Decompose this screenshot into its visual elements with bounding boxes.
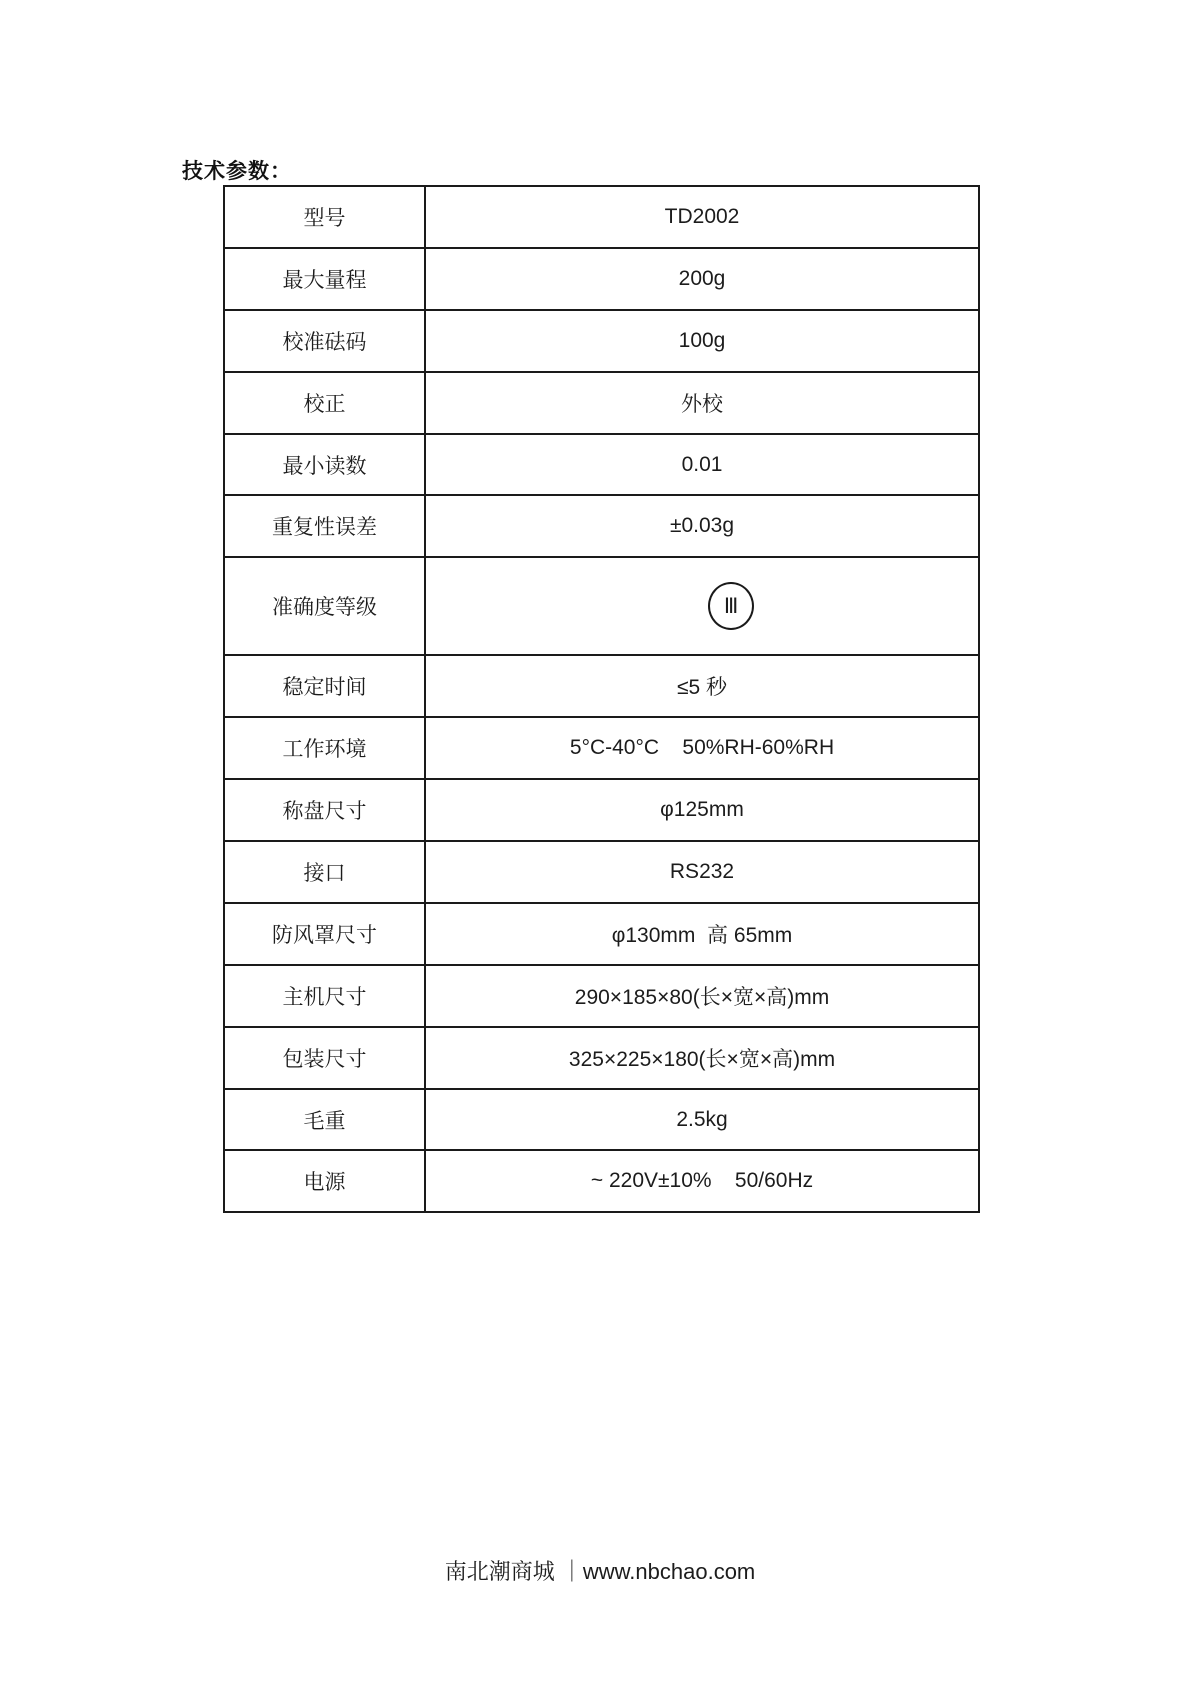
spec-value: 290×185×80(长×宽×高)mm xyxy=(425,965,979,1027)
table-row xyxy=(224,434,979,496)
spec-label: 毛重 xyxy=(224,1089,425,1151)
spec-label: 准确度等级 xyxy=(224,557,425,655)
table-row xyxy=(224,310,979,372)
spec-label: 最大量程 xyxy=(224,248,425,310)
spec-value xyxy=(425,557,979,655)
spec-value: ~ 220V±10% 50/60Hz xyxy=(425,1150,979,1212)
table-row xyxy=(224,1150,979,1212)
table-row xyxy=(224,903,979,965)
spec-value: 200g xyxy=(425,248,979,310)
spec-label: 最小读数 xyxy=(224,434,425,496)
table-row xyxy=(224,557,979,655)
spec-value: ≤5 秒 xyxy=(425,655,979,717)
spec-label: 包装尺寸 xyxy=(224,1027,425,1089)
spec-label: 称盘尺寸 xyxy=(224,779,425,841)
spec-label: 接口 xyxy=(224,841,425,903)
table-row xyxy=(224,841,979,903)
table-row xyxy=(224,779,979,841)
spec-label: 型号 xyxy=(224,186,425,248)
footer xyxy=(0,1555,1200,1586)
spec-value: 100g xyxy=(425,310,979,372)
spec-label: 工作环境 xyxy=(224,717,425,779)
table-row xyxy=(224,372,979,434)
spec-value: TD2002 xyxy=(425,186,979,248)
spec-label: 校正 xyxy=(224,372,425,434)
table-row xyxy=(224,495,979,557)
spec-label: 校准砝码 xyxy=(224,310,425,372)
table-row xyxy=(224,1027,979,1089)
spec-value: RS232 xyxy=(425,841,979,903)
spec-value: ±0.03g xyxy=(425,495,979,557)
spec-value: φ130mm 高 65mm xyxy=(425,903,979,965)
spec-value: 外校 xyxy=(425,372,979,434)
table-row xyxy=(224,655,979,717)
table-row xyxy=(224,248,979,310)
accuracy-class-circle xyxy=(708,582,754,630)
table-row xyxy=(224,717,979,779)
table-row xyxy=(224,965,979,1027)
spec-label: 防风罩尺寸 xyxy=(224,903,425,965)
spec-value: 325×225×180(长×宽×高)mm xyxy=(425,1027,979,1089)
spec-value: 0.01 xyxy=(425,434,979,496)
accuracy-class-numeral: Ⅲ xyxy=(723,594,739,618)
page-title: 技术参数： xyxy=(182,160,292,183)
spec-value: φ125mm xyxy=(425,779,979,841)
table-row xyxy=(224,186,979,248)
spec-label: 稳定时间 xyxy=(224,655,425,717)
spec-label: 重复性误差 xyxy=(224,495,425,557)
table-row xyxy=(224,1089,979,1151)
spec-label: 主机尺寸 xyxy=(224,965,425,1027)
spec-value: 2.5kg xyxy=(425,1089,979,1151)
spec-value: 5°C-40°C 50%RH-60%RH xyxy=(425,717,979,779)
spec-table xyxy=(223,185,980,1213)
footer-text: 南北潮商城 ｜www.nbchao.com xyxy=(444,1559,756,1584)
spec-label: 电源 xyxy=(224,1150,425,1212)
